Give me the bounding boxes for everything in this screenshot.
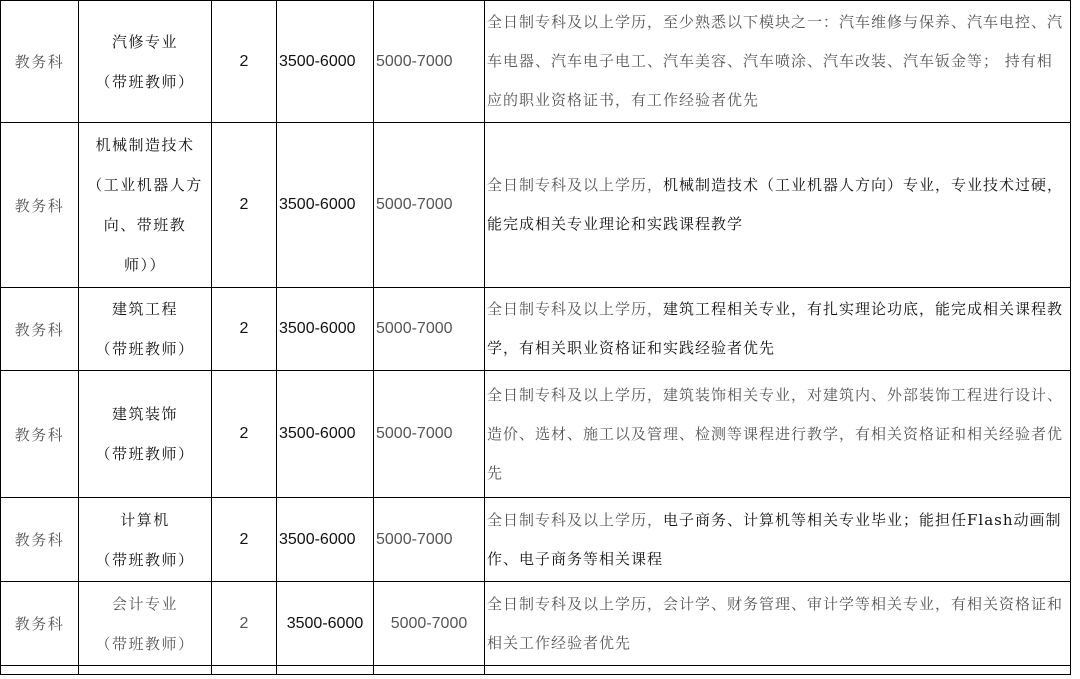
department-cell: 教务科 — [1, 288, 79, 371]
department-cell: 教务科 — [1, 123, 79, 288]
regular-salary-cell: 5000-7000 — [374, 498, 485, 582]
regular-salary-cell: 5000-7000 — [374, 582, 485, 666]
probation-salary-cell: 3500-6000 — [277, 498, 374, 582]
major-line: 会计专业 — [111, 594, 178, 613]
requirements-cell — [485, 582, 1071, 666]
regular-salary-cell: 5000-7000 — [374, 371, 485, 498]
major-cell — [79, 1, 212, 123]
requirements-cell — [485, 123, 1071, 288]
requirements-text: 全日制专科及以上学历，会计学、财务管理、审计学等相关专业，有相关资格证和相关工作经验者优先 — [487, 594, 1064, 652]
major-line: （带班教师） — [95, 550, 195, 569]
headcount-cell: 2 — [212, 288, 277, 371]
major-line: 建筑工程 — [111, 300, 178, 318]
probation-salary-cell: 3500-6000 — [277, 1, 374, 123]
probation-salary-cell: 3500-6000 — [277, 582, 374, 666]
major-cell — [79, 498, 212, 582]
major-line: 向、带班教 — [103, 216, 187, 234]
requirements-emphasis: 电子商务、计算机等相关专业毕业；能担任Flash动画制作、电子商务等相关课程 — [487, 510, 1062, 568]
regular-salary-cell: 5000-7000 — [374, 123, 485, 288]
requirements-cell — [485, 1, 1071, 123]
major-line: （工业机器人方 — [87, 176, 203, 194]
requirements-cell — [485, 498, 1071, 582]
requirements-emphasis: 机械制造技术（工业机器人方向）专业，专业技术过硬，能完成相关专业理论和实践课程教学 — [487, 176, 1064, 233]
table-row-bottom-edge — [1, 666, 1071, 675]
requirements-text: 全日制专科及以上学历， — [487, 300, 664, 318]
table-row — [1, 288, 1071, 371]
requirements-text: 全日制专科及以上学历，建筑装饰相关专业，对建筑内、外部装饰工程进行设计、造价、选材、施工以及管理、检测等课程进行教学，有相关资格证和相关经验者优先 — [487, 385, 1064, 482]
headcount-cell: 2 — [212, 498, 277, 582]
major-line: （带班教师） — [95, 72, 195, 91]
headcount-cell: 2 — [212, 1, 277, 123]
major-line: 师）） — [123, 256, 166, 274]
major-line: 机械制造技术 — [95, 136, 195, 154]
table-row — [1, 498, 1071, 582]
major-line: 计算机 — [120, 510, 170, 529]
table-row — [1, 371, 1071, 498]
probation-salary-cell: 3500-6000 — [277, 123, 374, 288]
regular-salary-cell: 5000-7000 — [374, 1, 485, 123]
headcount-cell: 2 — [212, 371, 277, 498]
table-row — [1, 123, 1071, 288]
requirements-cell — [485, 371, 1071, 498]
requirements-text: 全日制专科及以上学历， — [487, 510, 664, 529]
department-cell: 教务科 — [1, 498, 79, 582]
requirements-text: 全日制专科及以上学历， — [487, 176, 664, 194]
requirements-emphasis: 建筑工程相关专业，有扎实理论功底，能完成相关课程教学，有相关职业资格证和实践经验者优先 — [487, 300, 1064, 357]
major-line: （带班教师） — [95, 634, 195, 653]
major-cell — [79, 123, 212, 288]
table-row — [1, 582, 1071, 666]
major-line: （带班教师） — [95, 340, 195, 358]
headcount-cell: 2 — [212, 123, 277, 288]
probation-salary-cell: 3500-6000 — [277, 371, 374, 498]
department-cell: 教务科 — [1, 371, 79, 498]
major-cell — [79, 288, 212, 371]
major-line: （带班教师） — [95, 445, 195, 463]
probation-salary-cell: 3500-6000 — [277, 288, 374, 371]
major-cell — [79, 582, 212, 666]
headcount-cell: 2 — [212, 582, 277, 666]
major-line: 汽修专业 — [111, 32, 178, 51]
requirements-text: 全日制专科及以上学历，至少熟悉以下模块之一：汽车维修与保养、汽车电控、汽车电器、汽车电子电工、汽车美容、汽车喷涂、汽车改装、汽车钣金等； 持有相应的职业资格证书，有工作经验者优先 — [487, 13, 1064, 109]
requirements-cell — [485, 288, 1071, 371]
major-line: 建筑装饰 — [111, 405, 178, 423]
table-row — [1, 1, 1071, 123]
regular-salary-cell: 5000-7000 — [374, 288, 485, 371]
department-cell: 教务科 — [1, 1, 79, 123]
major-cell — [79, 371, 212, 498]
department-cell: 教务科 — [1, 582, 79, 666]
